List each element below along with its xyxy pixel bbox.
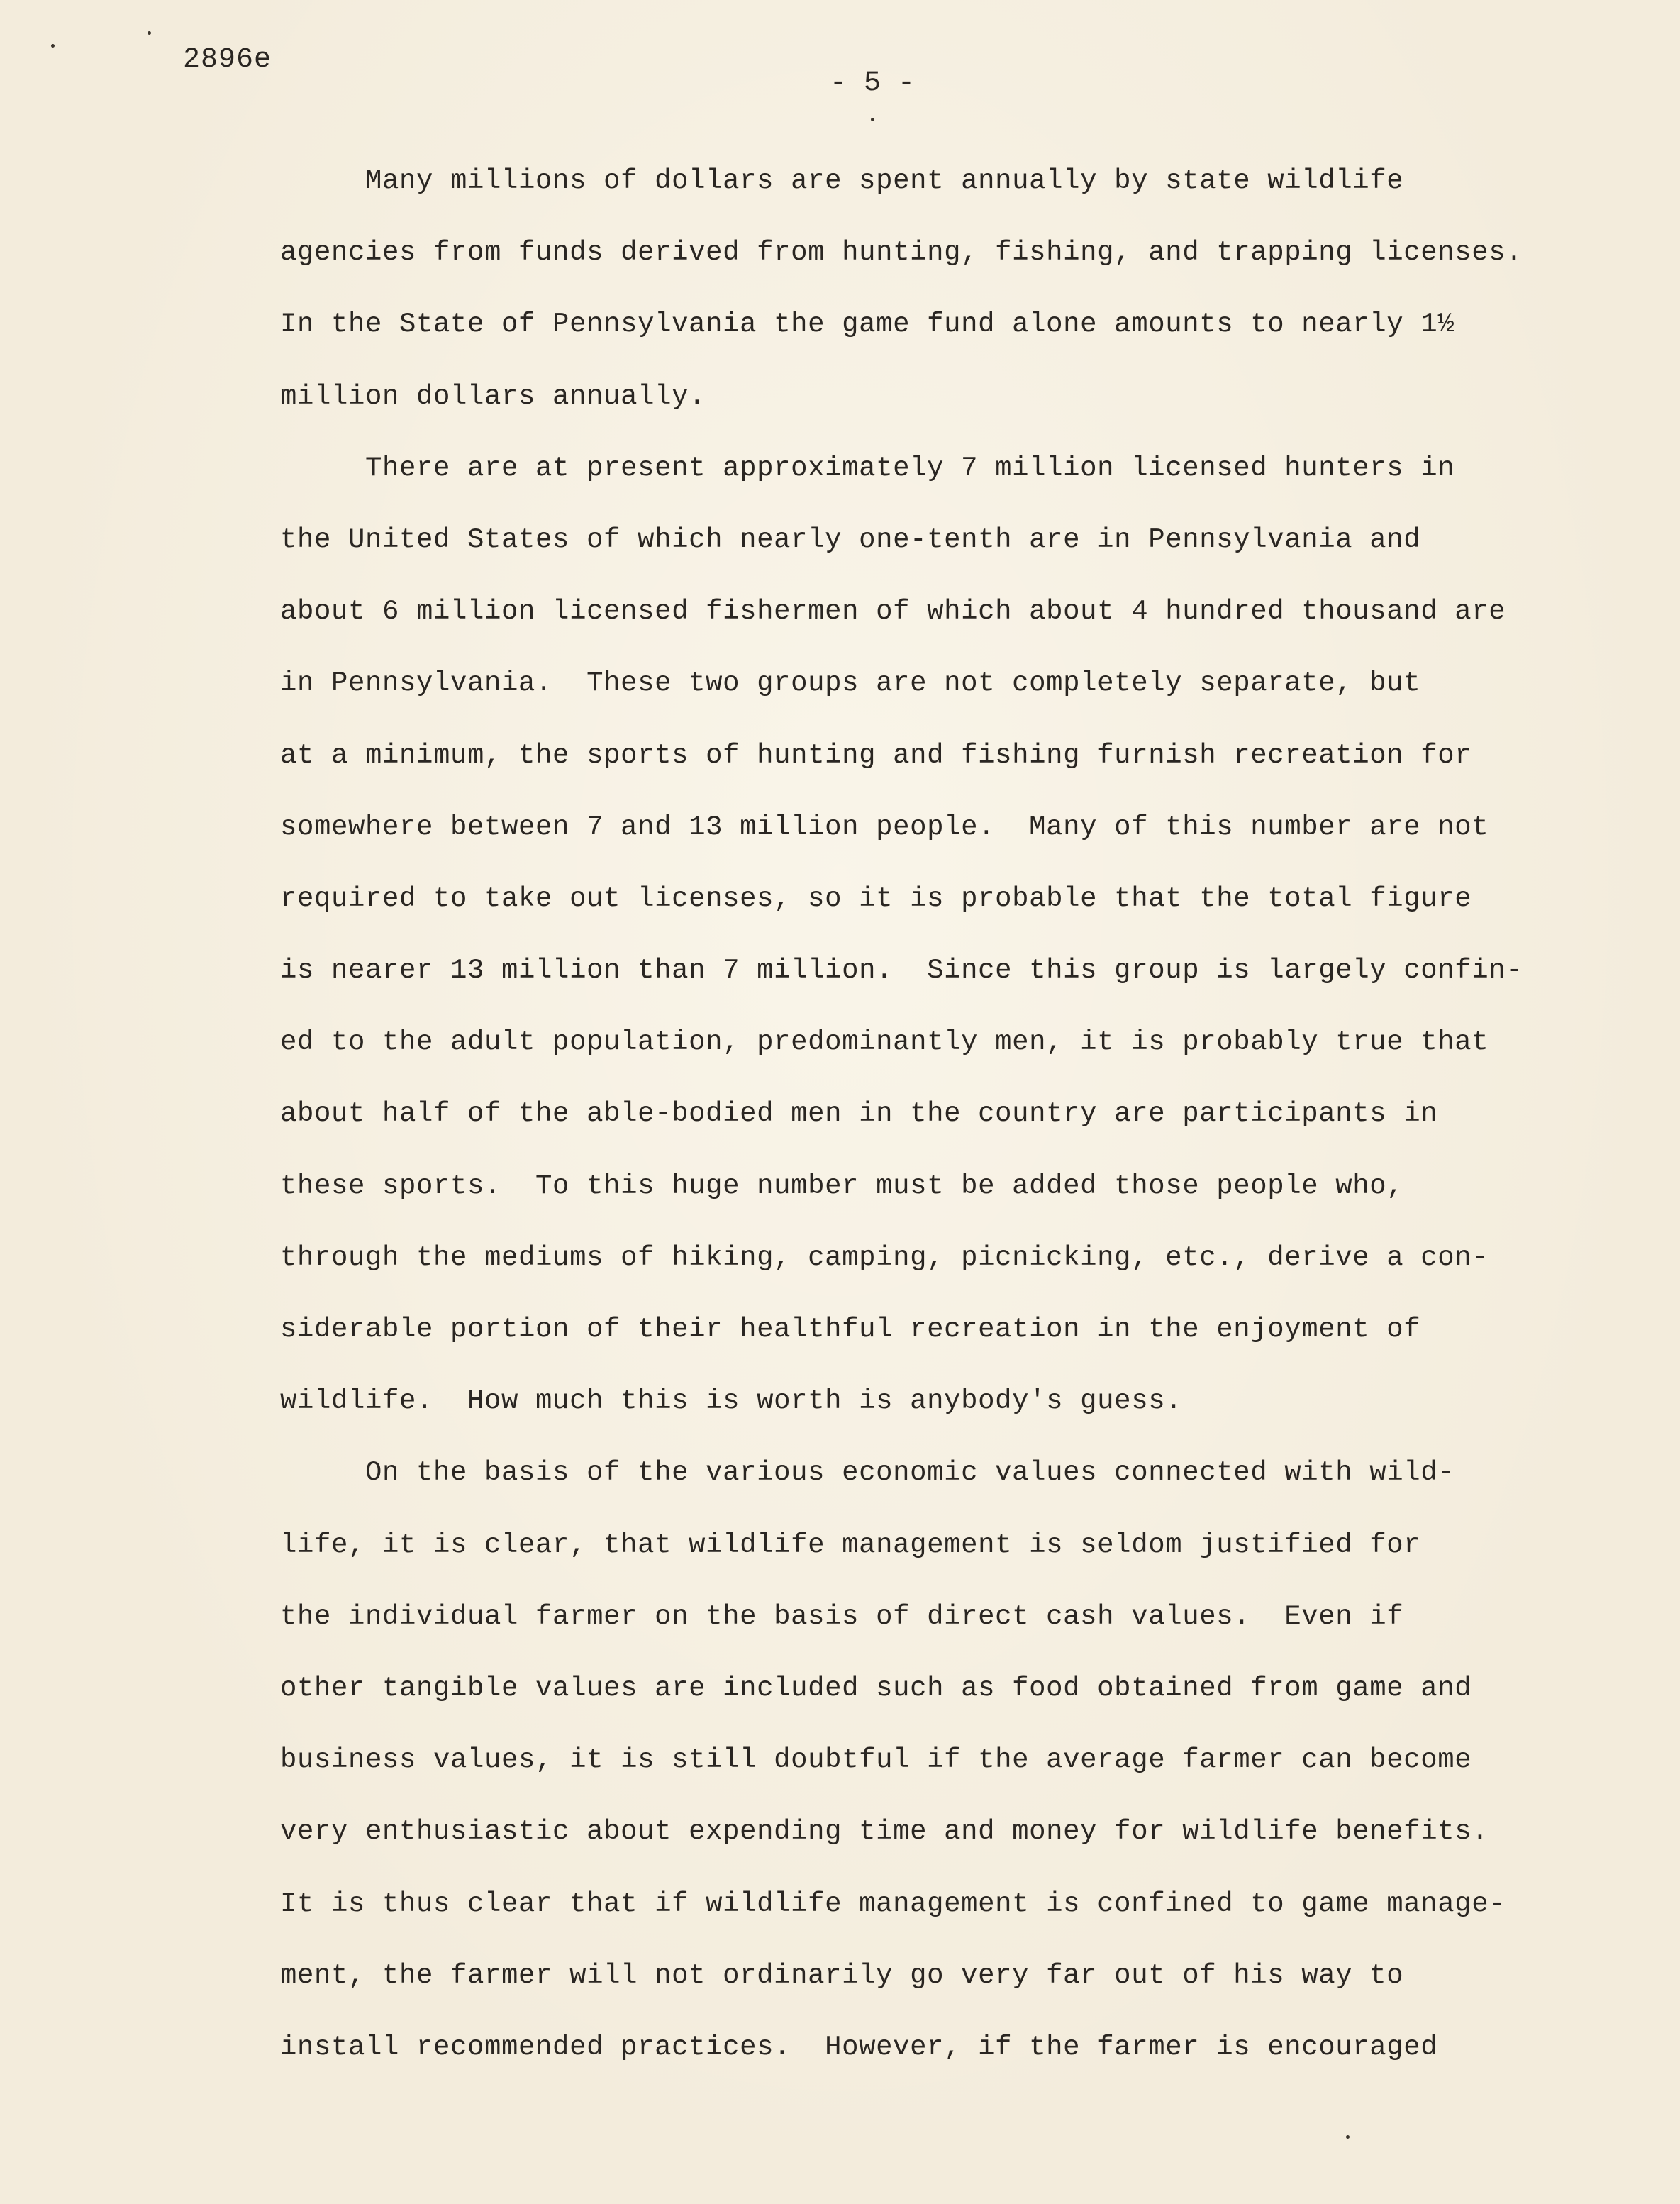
text-line: required to take out licenses, so it is probable that the total figure	[280, 882, 1472, 914]
text-line: about 6 million licensed fishermen of which about 4 hundred thousand are	[280, 596, 1506, 628]
text-line: somewhere between 7 and 13 million people. Many of this number are not	[280, 811, 1489, 843]
text-line: very enthusiastic about expending time and money for wildlife benefits.	[280, 1816, 1489, 1848]
text-line: these sports. To this huge number must be added those people who,	[280, 1170, 1404, 1202]
text-line: life, it is clear, that wildlife management is seldom justified for	[280, 1529, 1421, 1561]
text-line: install recommended practices. However, if the farmer is encouraged	[280, 2031, 1438, 2063]
text-line: at a minimum, the sports of hunting and fishing furnish recreation for	[280, 739, 1472, 771]
text-line: million dollars annually.	[280, 380, 706, 412]
paper-speck	[148, 31, 151, 35]
text-line: through the mediums of hiking, camping, picnicking, etc., derive a con-	[280, 1241, 1489, 1273]
text-line: siderable portion of their healthful recreation in the enjoyment of	[280, 1314, 1421, 1345]
text-line: It is thus clear that if wildlife management is confined to game manage-	[280, 1888, 1506, 1920]
text-line: in Pennsylvania. These two groups are not completely separate, but	[280, 668, 1421, 699]
text-line: There are at present approximately 7 million licensed hunters in	[280, 452, 1455, 484]
text-line: ment, the farmer will not ordinarily go very far out of his way to	[280, 1959, 1404, 1991]
text-line: about half of the able-bodied men in the country are participants in	[280, 1098, 1438, 1130]
text-line: Many millions of dollars are spent annually by state wildlife	[280, 165, 1404, 196]
paper-speck	[1346, 2135, 1350, 2139]
text-line: the individual farmer on the basis of direct cash values. Even if	[280, 1600, 1404, 1632]
text-line: In the State of Pennsylvania the game fund alone amounts to nearly 1½	[280, 309, 1455, 340]
document-id: 2896e	[183, 44, 272, 76]
body-text	[280, 160, 1599, 2098]
text-line: On the basis of the various economic values connected with wild-	[280, 1457, 1455, 1489]
page-number: - 5 -	[830, 67, 916, 99]
text-line: the United States of which nearly one-tenth are in Pennsylvania and	[280, 524, 1421, 555]
text-line: business values, it is still doubtful if the average farmer can become	[280, 1744, 1472, 1776]
text-line: ed to the adult population, predominantly men, it is probably true that	[280, 1026, 1489, 1058]
paper-speck	[871, 118, 874, 121]
text-line: agencies from funds derived from hunting, fishing, and trapping licenses.	[280, 237, 1523, 269]
paper-speck	[51, 44, 55, 48]
text-line: wildlife. How much this is worth is anybody's guess.	[280, 1385, 1183, 1417]
text-line: is nearer 13 million than 7 million. Since this group is largely confin-	[280, 955, 1523, 987]
text-line: other tangible values are included such as food obtained from game and	[280, 1672, 1472, 1704]
